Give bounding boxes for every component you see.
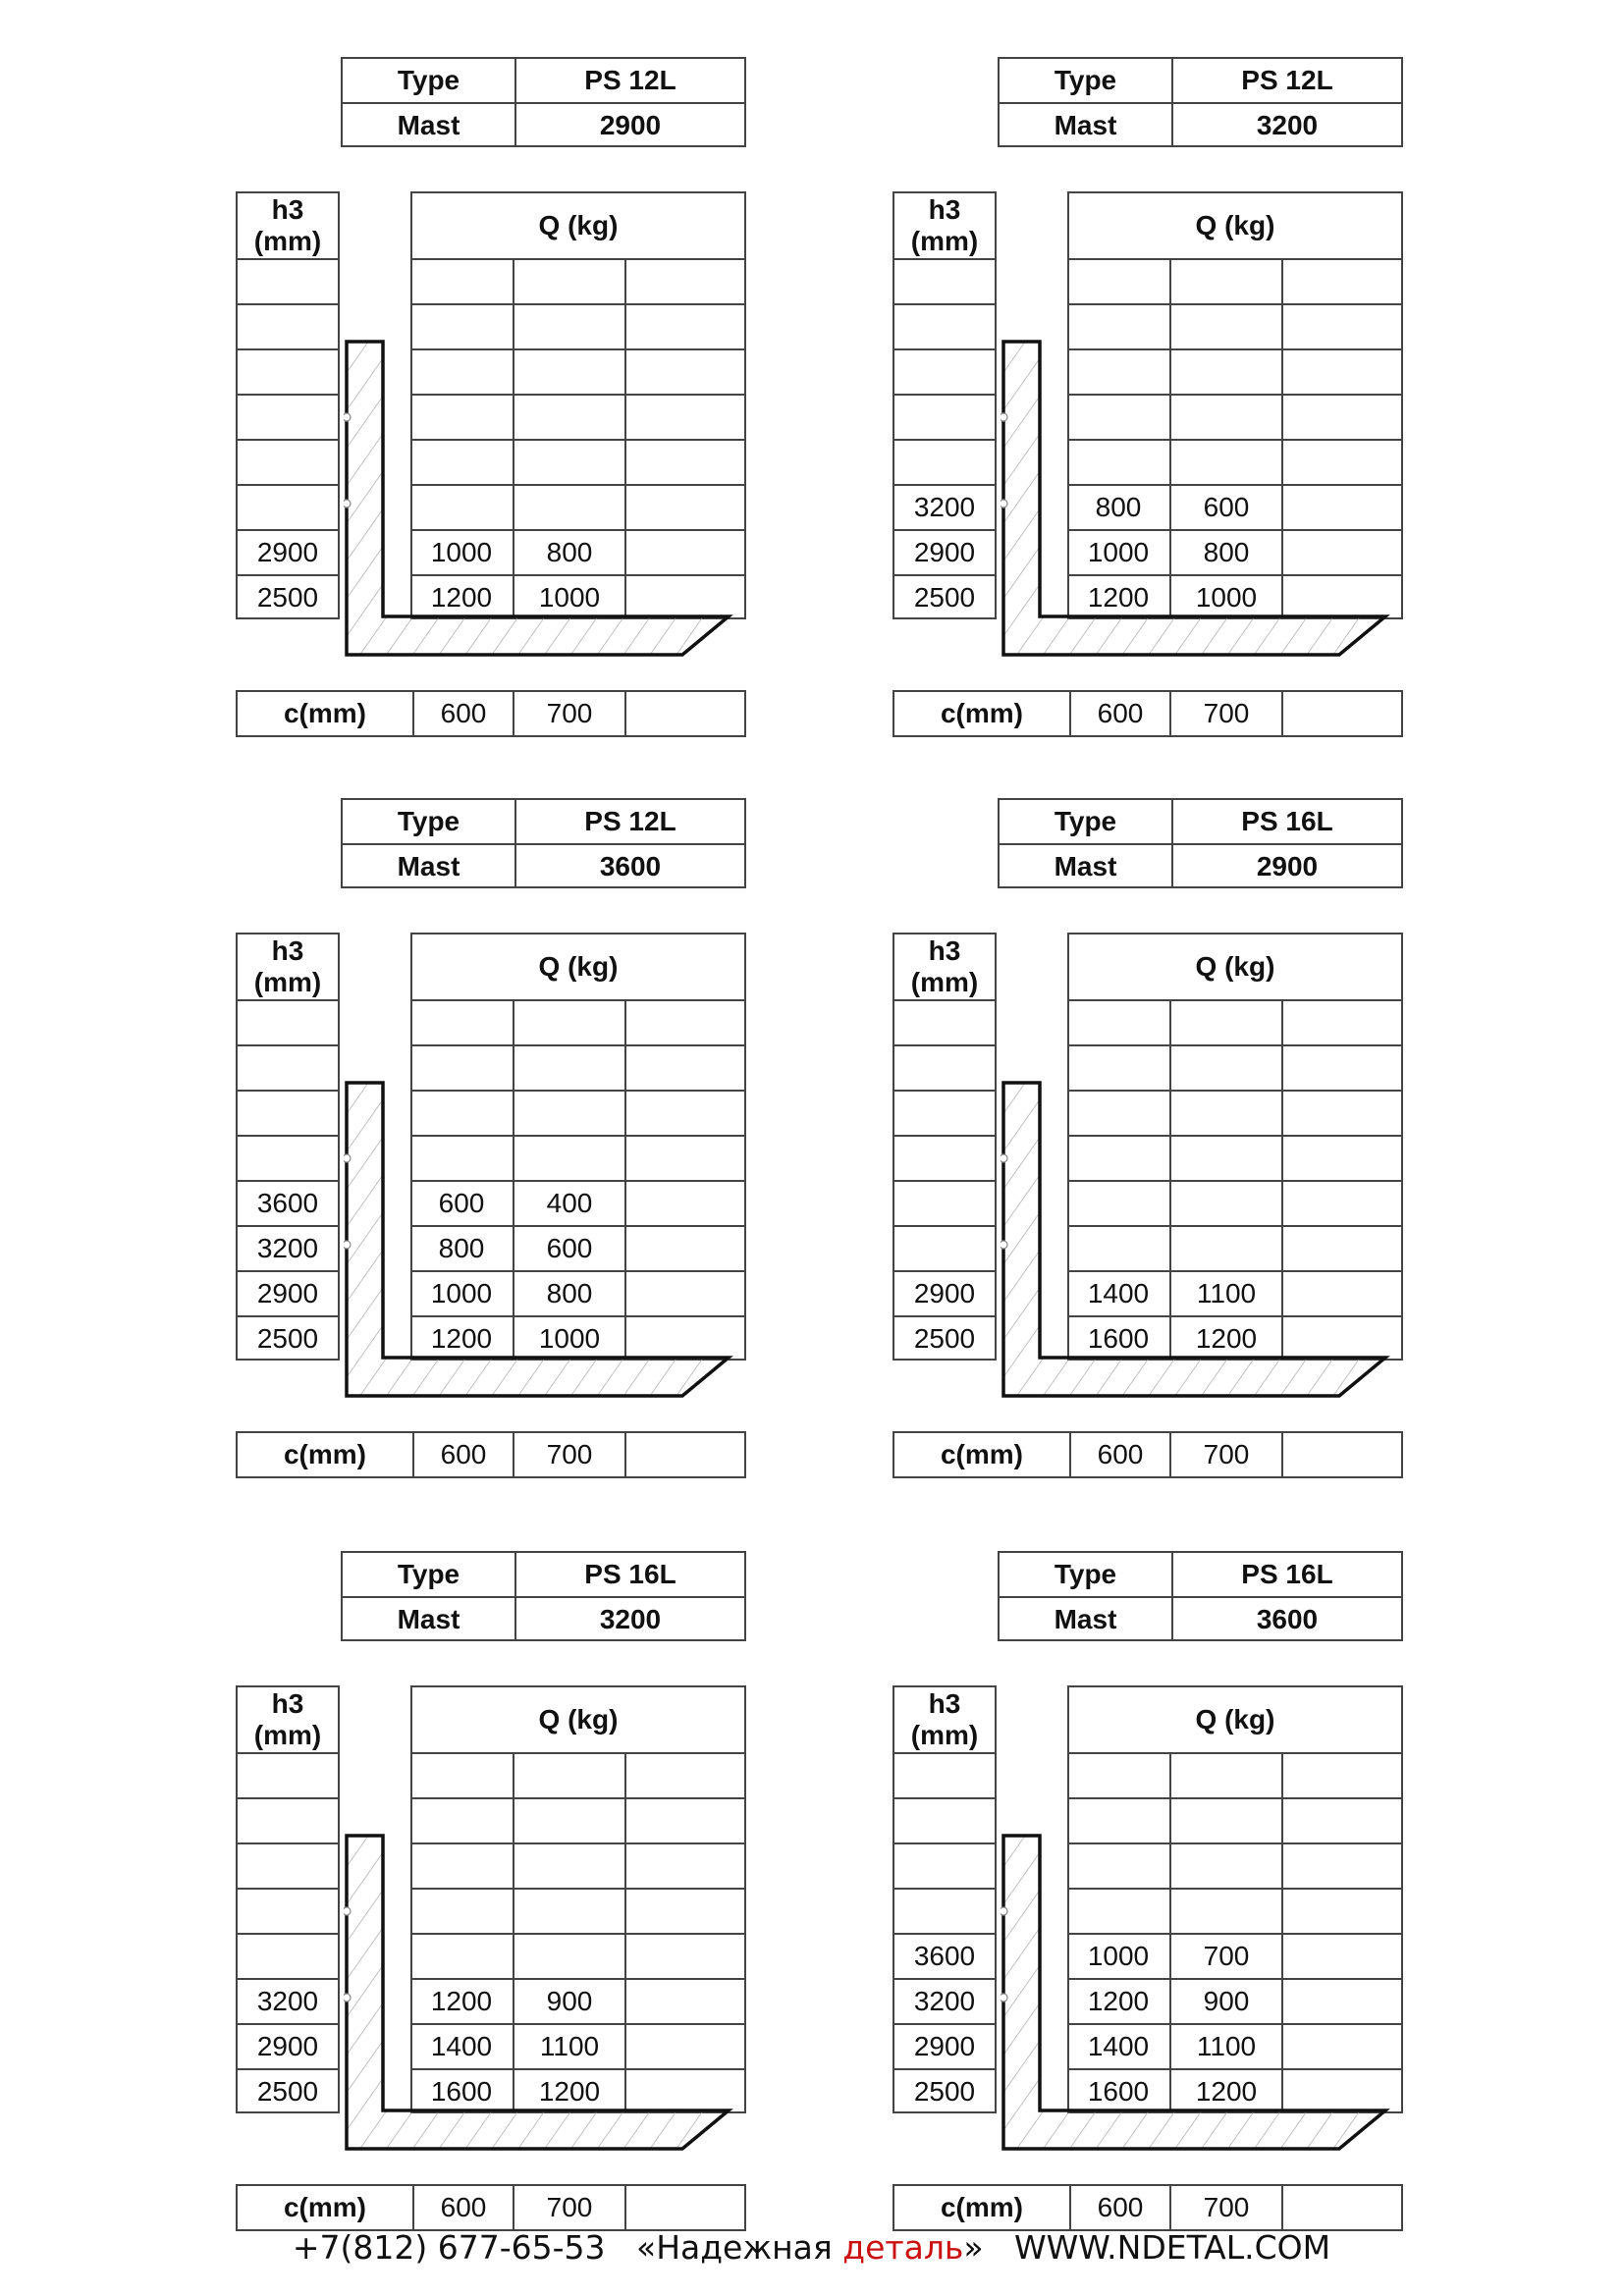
- q-value: [1069, 1754, 1167, 1797]
- h3-value: 2900: [913, 2031, 976, 2061]
- h3-value: 2900: [256, 2031, 319, 2061]
- h3-value: 2500: [256, 2076, 319, 2107]
- c-table: [236, 690, 746, 737]
- type-value: PS 16L: [1241, 806, 1333, 836]
- q-value: 1400: [1087, 1278, 1150, 1308]
- h3-value: [894, 1799, 995, 1842]
- c-value: [1283, 2186, 1401, 2229]
- c-value: 600: [440, 2192, 487, 2222]
- q-value: 600: [546, 1233, 593, 1263]
- type-mast-table: [341, 798, 746, 888]
- load-chart-panel: [893, 1548, 1599, 2235]
- c-table: [236, 1431, 746, 1478]
- q-value: [412, 260, 511, 303]
- h3-value: [894, 1001, 995, 1044]
- h3-header: [238, 193, 338, 258]
- mast-label: Mast: [1054, 110, 1117, 140]
- q-value: [1069, 260, 1167, 303]
- q-value: 1400: [430, 2031, 493, 2061]
- c-table: [893, 2184, 1403, 2231]
- h3-value: [238, 1001, 338, 1044]
- load-chart-panel: [236, 1548, 943, 2235]
- q-header: Q (kg): [1195, 1704, 1275, 1735]
- q-value: [412, 1001, 511, 1044]
- q-value: 1000: [538, 582, 601, 613]
- q-value: 1100: [1196, 1278, 1257, 1308]
- h3-value: 3200: [913, 492, 976, 522]
- q-value: 800: [1203, 537, 1250, 567]
- q-value: 1200: [430, 582, 493, 613]
- h3-value: 2900: [913, 1278, 976, 1308]
- footer-phone: +7(812) 677-65-53: [292, 2228, 606, 2267]
- mast-value: 2900: [1256, 851, 1319, 881]
- h3-value: [238, 1046, 338, 1090]
- c-value: 700: [1203, 2192, 1250, 2222]
- h3-value: [238, 1799, 338, 1842]
- type-value: PS 12L: [584, 806, 676, 836]
- h3-table: [893, 1685, 997, 2113]
- h3-value: [894, 1227, 995, 1270]
- footer-website: WWW.NDETAL.COM: [1014, 2228, 1331, 2267]
- h3-value: 2900: [256, 537, 319, 567]
- fork-icon: [344, 1080, 736, 1423]
- mast-value: 3200: [599, 1604, 662, 1634]
- q-header: Q (kg): [538, 951, 619, 982]
- h3-header: [894, 934, 995, 999]
- q-value: 1200: [1087, 582, 1150, 613]
- footer-quote-open: «: [636, 2228, 657, 2267]
- h3-label: h3: [928, 935, 961, 966]
- h3-header: [894, 193, 995, 258]
- c-value: [1283, 692, 1401, 735]
- q-value: 1600: [1087, 1323, 1150, 1354]
- load-chart-panel: [893, 795, 1599, 1482]
- h3-value: 3200: [256, 1233, 319, 1263]
- h3-value: 2500: [256, 1323, 319, 1354]
- mast-label: Mast: [397, 851, 460, 881]
- h3-table: [236, 1685, 340, 2113]
- h3-value: 2900: [256, 1278, 319, 1308]
- q-value: 1200: [430, 1986, 493, 2016]
- h3-value: [894, 1890, 995, 1933]
- h3-value: [894, 441, 995, 484]
- h3-value: 3600: [256, 1188, 319, 1218]
- c-label: c(mm): [940, 1439, 1023, 1469]
- q-value: 1200: [1195, 2076, 1258, 2107]
- h3-value: [894, 396, 995, 439]
- c-value: 700: [1203, 1439, 1250, 1469]
- q-value: [1171, 260, 1281, 303]
- footer-quote-close: »: [963, 2228, 984, 2267]
- q-value: 400: [546, 1188, 593, 1218]
- c-table: [236, 2184, 746, 2231]
- h3-value: [894, 305, 995, 348]
- q-value: 900: [546, 1986, 593, 2016]
- q-value: 800: [546, 537, 593, 567]
- mast-value: 2900: [599, 110, 662, 140]
- q-value: [1069, 1001, 1167, 1044]
- h3-unit-label: (mm): [253, 1720, 322, 1750]
- h3-value: [238, 441, 338, 484]
- q-value: 600: [438, 1188, 485, 1218]
- q-value: 1200: [1195, 1323, 1258, 1354]
- q-value: 800: [546, 1278, 593, 1308]
- h3-value: [238, 1754, 338, 1797]
- q-value: [1283, 1754, 1400, 1797]
- type-mast-table: [341, 57, 746, 147]
- q-value: 1000: [1195, 582, 1258, 613]
- h3-value: [238, 1844, 338, 1888]
- h3-value: 2500: [256, 582, 319, 613]
- type-mast-table: [998, 57, 1403, 147]
- h3-value: 2500: [913, 2076, 976, 2107]
- q-header: Q (kg): [1195, 951, 1275, 982]
- load-chart-panel: [893, 54, 1599, 741]
- mast-value: 3600: [599, 851, 662, 881]
- h3-value: [238, 396, 338, 439]
- q-value: 1000: [1087, 1941, 1150, 1971]
- h3-value: [238, 260, 338, 303]
- q-value: 700: [1203, 1941, 1250, 1971]
- h3-value: [894, 1182, 995, 1225]
- q-value: [1283, 1001, 1400, 1044]
- c-value: 700: [546, 1439, 593, 1469]
- c-value: 700: [546, 698, 593, 728]
- c-label: c(mm): [940, 2192, 1023, 2222]
- c-label: c(mm): [940, 698, 1023, 728]
- h3-label: h3: [271, 194, 304, 225]
- fork-icon: [1001, 339, 1393, 682]
- load-chart-panel: [236, 795, 943, 1482]
- q-value: [626, 260, 743, 303]
- q-value: 1000: [430, 1278, 493, 1308]
- c-value: [626, 2186, 744, 2229]
- h3-unit-label: (mm): [910, 1720, 979, 1750]
- type-value: PS 16L: [584, 1559, 676, 1589]
- h3-header: [238, 934, 338, 999]
- q-value: 1000: [1087, 537, 1150, 567]
- c-value: [626, 692, 744, 735]
- type-value: PS 16L: [1241, 1559, 1333, 1589]
- footer-brand-word1: Надежная: [656, 2228, 833, 2267]
- h3-value: [894, 1092, 995, 1135]
- h3-table: [236, 191, 340, 619]
- h3-value: [894, 1137, 995, 1180]
- fork-icon: [1001, 1833, 1393, 2176]
- h3-value: [894, 350, 995, 394]
- c-label: c(mm): [283, 698, 366, 728]
- q-value: 1600: [1087, 2076, 1150, 2107]
- mast-label: Mast: [397, 1604, 460, 1634]
- h3-value: [238, 305, 338, 348]
- h3-label: h3: [928, 1688, 961, 1719]
- q-value: [514, 260, 624, 303]
- c-value: 600: [1097, 698, 1144, 728]
- h3-label: h3: [271, 1688, 304, 1719]
- h3-table: [236, 933, 340, 1361]
- h3-value: [238, 350, 338, 394]
- mast-label: Mast: [1054, 851, 1117, 881]
- load-chart-panel: [236, 54, 943, 741]
- q-value: 1400: [1087, 2031, 1150, 2061]
- h3-header: [894, 1687, 995, 1752]
- q-value: 800: [1095, 492, 1142, 522]
- c-label: c(mm): [283, 1439, 366, 1469]
- c-value: 600: [440, 1439, 487, 1469]
- q-value: [412, 1754, 511, 1797]
- h3-value: [238, 1137, 338, 1180]
- q-value: 1000: [538, 1323, 601, 1354]
- mast-value: 3600: [1256, 1604, 1319, 1634]
- q-header: Q (kg): [538, 1704, 619, 1735]
- h3-unit-label: (mm): [910, 226, 979, 256]
- h3-unit-label: (mm): [910, 967, 979, 997]
- c-table: [893, 690, 1403, 737]
- q-value: 600: [1203, 492, 1250, 522]
- type-label: Type: [397, 806, 460, 836]
- q-value: [514, 1754, 624, 1797]
- type-mast-table: [998, 798, 1403, 888]
- c-value: 700: [546, 2192, 593, 2222]
- c-value: [1283, 1433, 1401, 1476]
- type-label: Type: [1054, 806, 1117, 836]
- type-value: PS 12L: [1241, 65, 1333, 95]
- mast-value: 3200: [1256, 110, 1319, 140]
- c-value: 600: [1097, 2192, 1144, 2222]
- type-value: PS 12L: [584, 65, 676, 95]
- h3-value: [238, 486, 338, 529]
- c-value: 700: [1203, 698, 1250, 728]
- c-value: 600: [440, 698, 487, 728]
- h3-unit-label: (mm): [253, 226, 322, 256]
- h3-value: [238, 1890, 338, 1933]
- h3-value: 3200: [913, 1986, 976, 2016]
- h3-label: h3: [271, 935, 304, 966]
- footer-brand-word2: деталь: [842, 2228, 964, 2267]
- h3-value: [238, 1935, 338, 1978]
- q-header: Q (kg): [1195, 210, 1275, 240]
- q-value: 1200: [1087, 1986, 1150, 2016]
- q-value: 800: [438, 1233, 485, 1263]
- q-value: [514, 1001, 624, 1044]
- q-value: [626, 1001, 743, 1044]
- q-value: [1171, 1001, 1281, 1044]
- h3-unit-label: (mm): [253, 967, 322, 997]
- c-label: c(mm): [283, 2192, 366, 2222]
- h3-value: 2500: [913, 1323, 976, 1354]
- fork-icon: [344, 339, 736, 682]
- q-value: 1000: [430, 537, 493, 567]
- h3-header: [238, 1687, 338, 1752]
- q-value: 900: [1203, 1986, 1250, 2016]
- h3-label: h3: [928, 194, 961, 225]
- q-value: [626, 1754, 743, 1797]
- q-value: [1283, 260, 1400, 303]
- type-label: Type: [1054, 1559, 1117, 1589]
- h3-value: [894, 1844, 995, 1888]
- q-value: 1100: [539, 2031, 600, 2061]
- h3-value: 2900: [913, 537, 976, 567]
- h3-table: [893, 933, 997, 1361]
- type-label: Type: [397, 65, 460, 95]
- c-value: [626, 1433, 744, 1476]
- q-header: Q (kg): [538, 210, 619, 240]
- type-label: Type: [397, 1559, 460, 1589]
- c-table: [893, 1431, 1403, 1478]
- footer: [0, 2228, 1623, 2267]
- h3-value: [238, 1092, 338, 1135]
- mast-label: Mast: [1054, 1604, 1117, 1634]
- h3-value: 3600: [913, 1941, 976, 1971]
- c-value: 600: [1097, 1439, 1144, 1469]
- q-value: 1200: [430, 1323, 493, 1354]
- fork-icon: [344, 1833, 736, 2176]
- q-value: [1171, 1754, 1281, 1797]
- type-mast-table: [998, 1551, 1403, 1641]
- fork-icon: [1001, 1080, 1393, 1423]
- h3-value: [894, 1046, 995, 1090]
- q-value: 1200: [538, 2076, 601, 2107]
- mast-label: Mast: [397, 110, 460, 140]
- type-label: Type: [1054, 65, 1117, 95]
- q-value: 1600: [430, 2076, 493, 2107]
- h3-table: [893, 191, 997, 619]
- h3-value: 3200: [256, 1986, 319, 2016]
- h3-value: 2500: [913, 582, 976, 613]
- type-mast-table: [341, 1551, 746, 1641]
- q-value: 1100: [1196, 2031, 1257, 2061]
- h3-value: [894, 1754, 995, 1797]
- h3-value: [894, 260, 995, 303]
